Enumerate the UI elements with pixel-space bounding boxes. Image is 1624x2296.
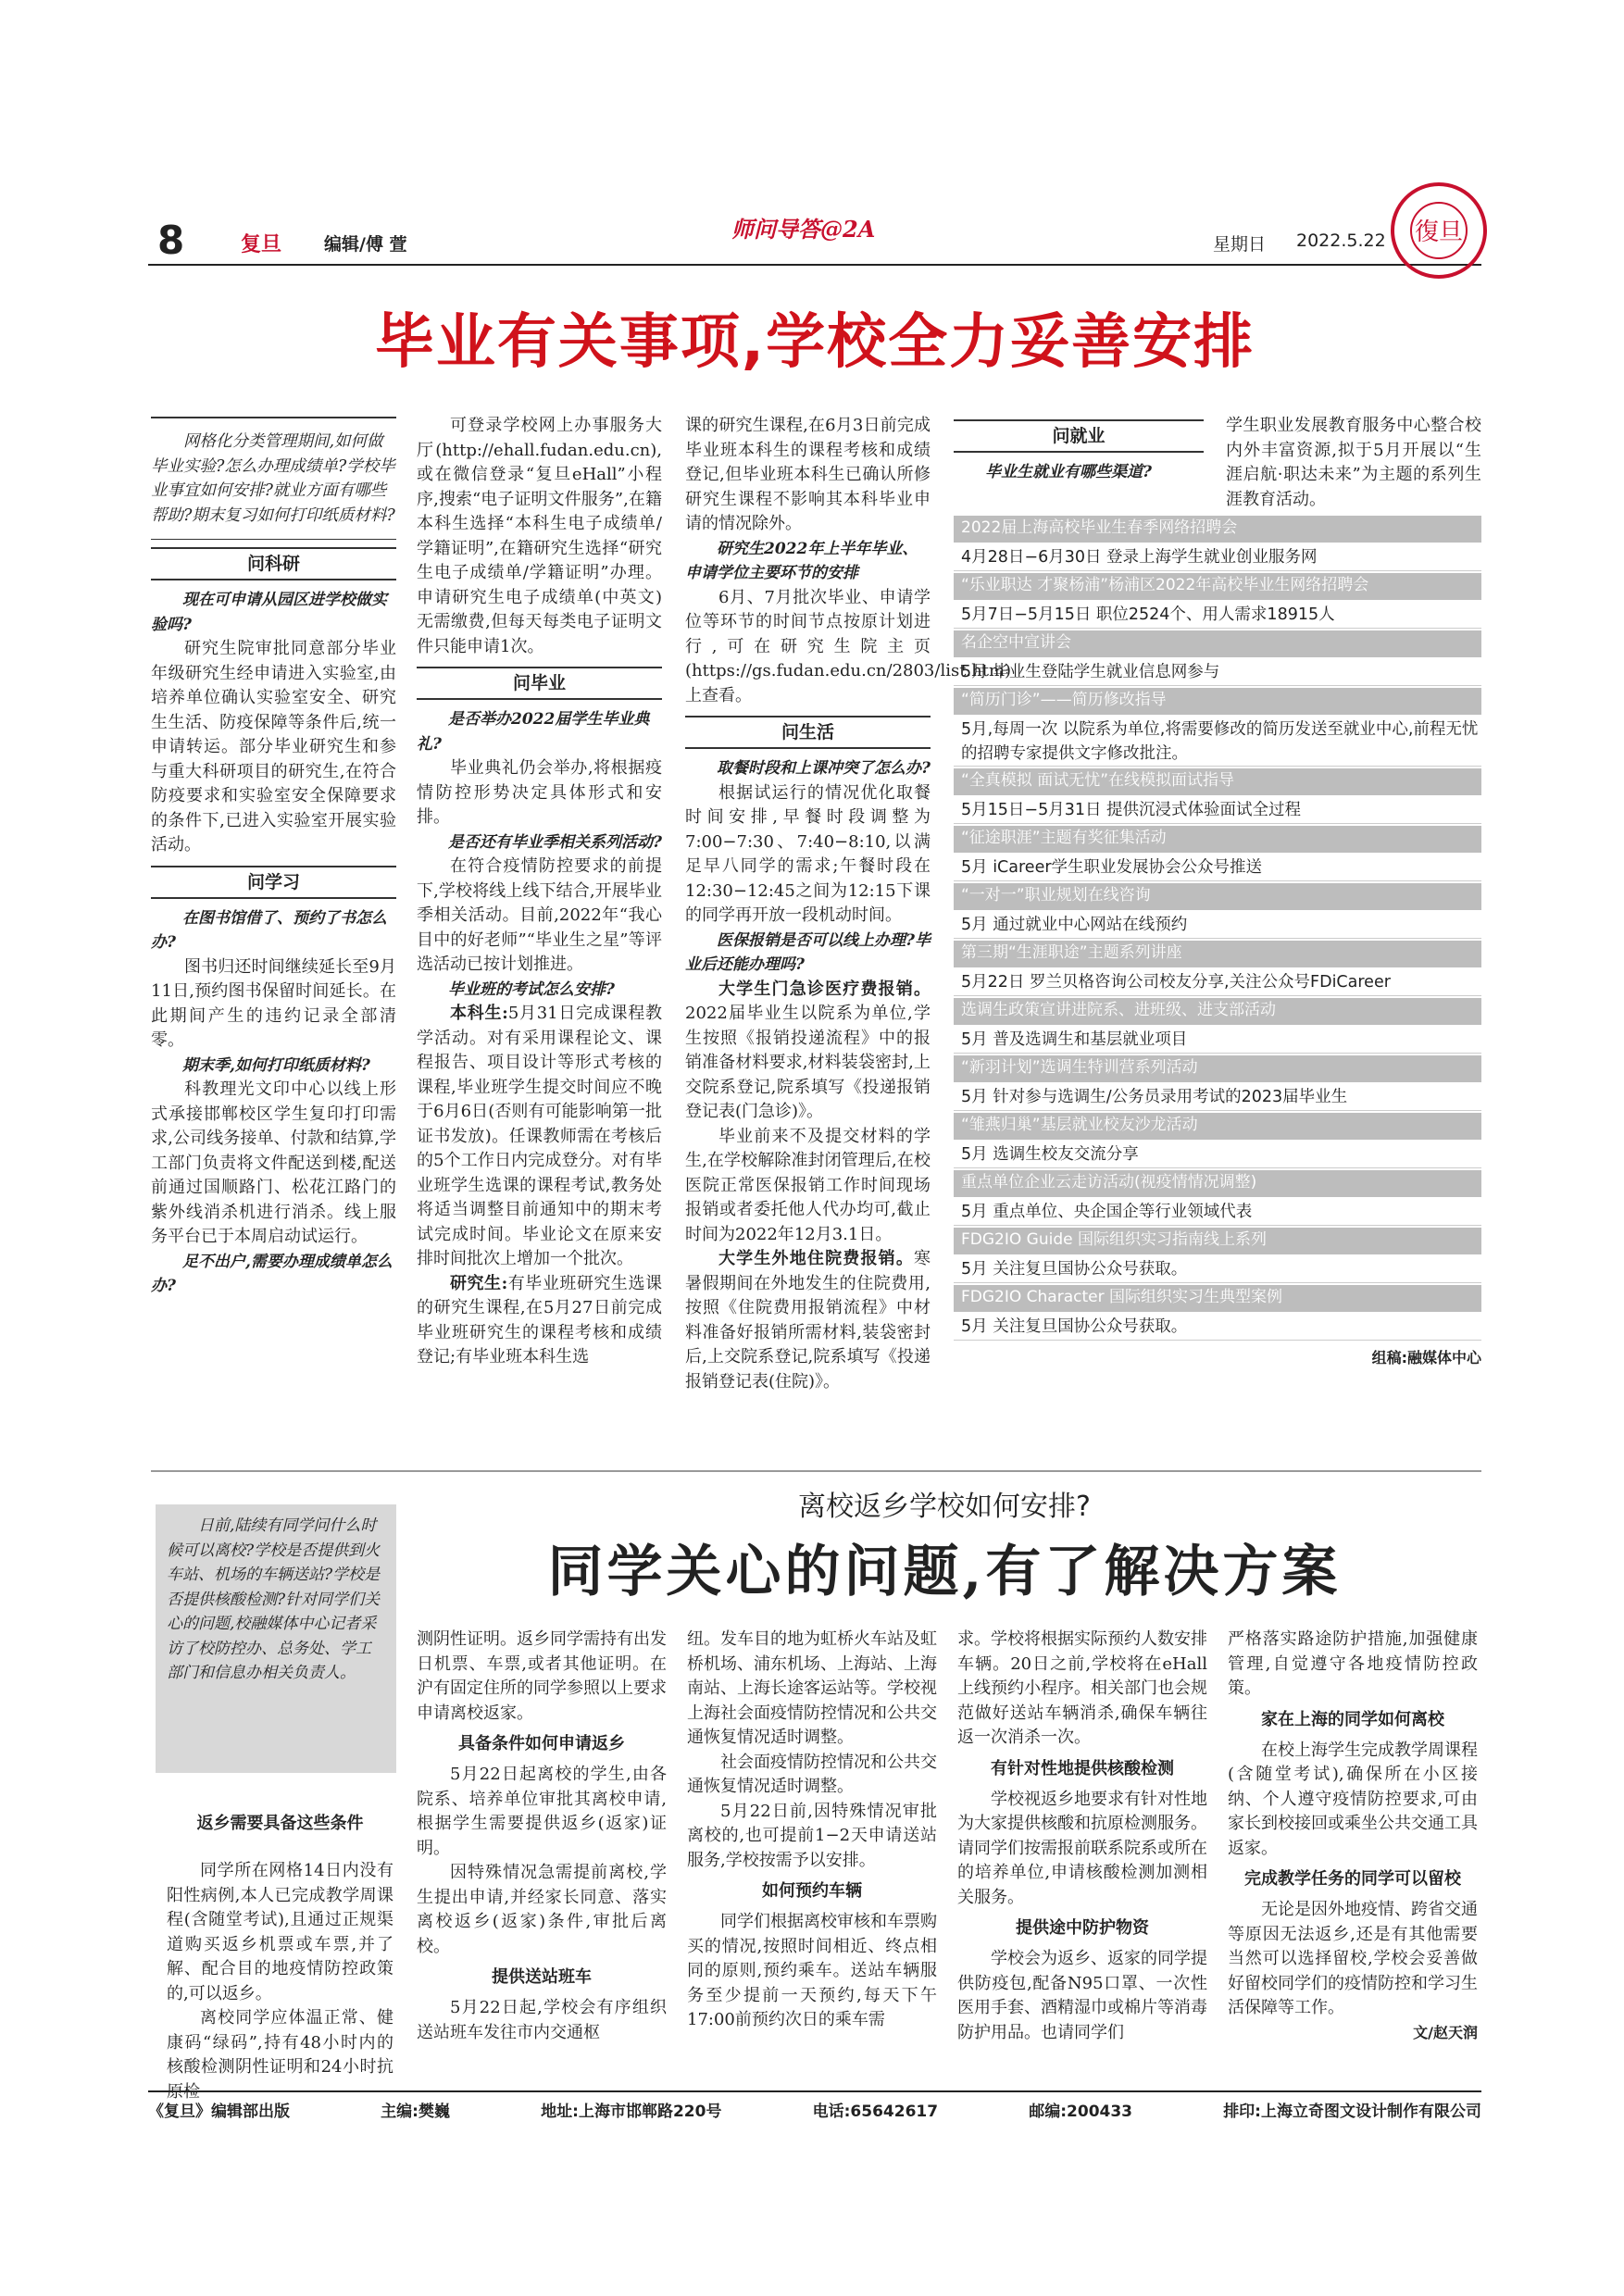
event-title: “征途职涯”主题有奖征集活动	[954, 826, 1481, 853]
section-banner: 师问导答@2A	[731, 216, 876, 243]
event-detail: 5月 普及选调生和基层就业项目	[954, 1025, 1481, 1054]
answer: 在符合疫情防控要求的前提下,学校将线上线下结合,开展毕业季相关活动。目前,2022年“我心目中的好老师”“毕业生之星”等评选活动已按计划推进。	[417, 856, 662, 974]
svg-text:復旦: 復旦	[1414, 218, 1464, 246]
question: 现在可申请从园区进学校做实验吗?	[151, 591, 387, 634]
event-title: 名企空中宣讲会	[954, 630, 1481, 657]
section-graduation: 问毕业	[417, 667, 662, 700]
question: 期末季,如何打印纸质材料?	[182, 1055, 370, 1075]
section-study: 问学习	[151, 866, 396, 899]
event-detail: 5月 通过就业中心网站在线预约	[954, 910, 1481, 939]
answer: 毕业典礼仍会举办,将根据疫情防控形势决定具体形式和安排。	[417, 758, 662, 827]
article-divider	[151, 1470, 1481, 1472]
event-title: “简历门诊”——简历修改指导	[954, 688, 1481, 715]
question: 研究生2022年上半年毕业、申请学位主要环节的安排	[685, 539, 918, 582]
editor-credit: 编辑/傅 萱	[324, 234, 407, 255]
event-title: 2022届上海高校毕业生春季网络招聘会	[954, 516, 1481, 543]
answer: 本科生:5月31日完成课程教学活动。对有采用课程论文、课程报告、项目设计等形式考核的课程,毕业班学生提交时间应不晚于6月6日(否则有可能影响第一批证书发放)。任课教师需在考核后的5个工作日内完成登分。对有毕业班学生选课的课程考试,教务处将适当调整目前通知中的期末考试完成时间。毕业论文在原来安排时间批次上增加一个批次。	[417, 1004, 662, 1268]
article1-col3: 课的研究生课程,在6月3日前完成毕业班本科生的课程考核和成绩登记,但毕业班本科生已确认所修研究生课程不影响其本科毕业申请的情况除外。 研究生2022年上半年毕业、申请学位主要环节的安排 6月、7月批次毕业、申请学位等环节的时间节点按原计划进行,可在研究生院主页(https://gs.fudan.edu.cn/2803/list.htm)上查看。 问生活 取餐时段和上课冲突了怎么办? 根据试运行的情况优化取餐时间安排,早餐时段调整为7:00−7:30、7:40−8:10,以满足早八同学的需求;午餐时段在12:30−12:45之间为12:15下课的同学再开放一段机动时间。 医保报销是否可以线上办理?毕业后还能办理吗? 大学生门急诊医疗费报销。2022届毕业生以院系为单位,学生按照《报销投递流程》中的报销准备材料要求,材料装袋密封,上交院系登记,院系填写《投递报销登记表(门急诊)》。 毕业前来不及提交材料的学生,在学校解除准封闭管理后,在校医院正常医保报销工作时间现场报销或者委托他人代办均可,截止时间为2022年12月3.1日。 大学生外地住院费报销。寒暑假期间在外地发生的住院费用,按照《住院费用报销流程》中材料准备好报销所需材料,装袋密封后,上交院系登记,院系填写《投递报销登记表(住院)》。	[685, 414, 931, 1394]
footer-address: 地址:上海市邯郸路220号	[541, 2103, 722, 2121]
section-life: 问生活	[685, 716, 931, 749]
answer: 科教理光文印中心以线上形式承接邯郸校区学生复印打印需求,公司线务接单、付款和结算,学工部门负责将文件配送到楼,配送前通过国顺路门、松花江路门的紫外线消杀机进行消杀。线上服务平台已于本周启动试运行。	[151, 1079, 396, 1246]
article2-col5: 严格落实路途防护措施,加强健康管理,自觉遵守各地疫情防控政策。 家在上海的同学如何离校 在校上海学生完成教学周课程(含随堂考试),确保所在小区接纳、个人遵守疫情防控要求,可由家长到校接回或乘坐公共交通工具返家。 完成教学任务的同学可以留校 无论是因外地疫情、跨省交通等原因无法返乡,还是有其他需要当然可以选择留校,学校会妥善做好留校同学们的疫情防控和学习生活保障等工作。 文/赵天润	[1228, 1629, 1478, 2041]
question: 在图书馆借了、预约了书怎么办?	[151, 908, 387, 952]
question: 取餐时段和上课冲突了怎么办?	[717, 759, 931, 778]
event-detail: 5月 关注复旦国协公众号获取。	[954, 1254, 1481, 1283]
article2-intro: 日前,陆续有同学问什么时候可以离校?学校是否提供到火车站、机场的车辆送站?学校是否提供核酸检测?针对同学们关心的问题,校融媒体中心记者采访了校防控办、总务处、学工部门和信息办相关负责人。	[156, 1504, 396, 1773]
header-rule	[148, 264, 1481, 266]
article1-col2: 可登录学校网上办事服务大厅(http://ehall.fudan.edu.cn),或在微信登录“复旦eHall”小程序,搜索“电子证明文件服务”,在籍本科生选择“本科生电子成绩单/学籍证明”,在籍研究生选择“研究生电子成绩单/学籍证明”办理。申请研究生电子成绩单(中英文)无需缴费,但每天每类电子证明文件只能申请1次。 问毕业 是否举办2022届学生毕业典礼? 毕业典礼仍会举办,将根据疫情防控形势决定具体形式和安排。 是否还有毕业季相关系列活动? 在符合疫情防控要求的前提下,学校将线上线下结合,开展毕业季相关活动。目前,2022年“我心目中的好老师”“毕业生之星”等评选活动已按计划推进。 毕业班的考试怎么安排? 本科生:5月31日完成课程教学活动。对有采用课程论文、课程报告、项目设计等形式考核的课程,毕业班学生提交时间应不晚于6月6日(否则有可能影响第一批证书发放)。任课教师需在考核后的5个工作日内完成登分。对有毕业班学生选课的课程考试,教务处将适当调整目前通知中的期末考试完成时间。毕业论文在原来安排时间批次上增加一个批次。 研究生:有毕业班研究生选课的研究生课程,在5月27日前完成毕业班研究生的课程考核和成绩登记;有毕业班本科生选	[417, 414, 662, 1370]
event-title: FDG2IO Guide 国际组织实习指南线上系列	[954, 1228, 1481, 1254]
university-seal	[1389, 181, 1489, 281]
jobs-section	[954, 414, 1481, 1367]
footer-postcode: 邮编:200433	[1029, 2103, 1133, 2121]
answer: 研究生:有毕业班研究生选课的研究生课程,在5月27日前完成毕业班研究生的课程考核和成绩登记;有毕业班本科生选	[417, 1273, 662, 1366]
article1-headline: 毕业有关事项,学校全力妥善安排	[374, 308, 1255, 377]
event-detail: 5月 重点单位、央企国企等行业领域代表	[954, 1197, 1481, 1226]
question: 医保报销是否可以线上办理?毕业后还能办理吗?	[685, 930, 931, 974]
answer: 研究生院审批同意部分毕业年级研究生经申请进入实验室,由培养单位确认实验室安全、研究生生活、防疫保障等条件后,统一申请转运。部分毕业研究生和参与重大科研项目的研究生,在符合防疫要求和实验室安全保障要求的条件下,已进入实验室开展实验活动。	[151, 639, 396, 855]
question: 足不出户,需要办理成绩单怎么办?	[151, 1252, 393, 1295]
weekday: 星期日	[1213, 234, 1267, 255]
question: 是否还有毕业季相关系列活动?	[448, 832, 662, 852]
event-detail: 5月15日−5月31日 提供沉浸式体验面试全过程	[954, 795, 1481, 824]
question: 是否举办2022届学生毕业典礼?	[417, 710, 650, 754]
event-detail: 5月 选调生校友交流分享	[954, 1140, 1481, 1168]
event-title: “全真模拟 面试无忧”在线模拟面试指导	[954, 768, 1481, 795]
answer: 根据试运行的情况优化取餐时间安排,早餐时段调整为7:00−7:30、7:40−8:10,以满足早八同学的需求;午餐时段在12:30−12:45之间为12:15下课的同学再开放一段机动时间。	[685, 782, 931, 925]
event-title: 选调生政策宣讲进院系、进班级、进支部活动	[954, 998, 1481, 1025]
article2-headline: 同学关心的问题,有了解决方案	[547, 1540, 1342, 1604]
answer: 大学生门急诊医疗费报销。2022届毕业生以院系为单位,学生按照《报销投递流程》中的报销准备材料要求,材料装袋密封,上交院系登记,院系填写《投递报销登记表(门急诊)》。	[685, 979, 931, 1121]
article1-intro: 网格化分类管理期间,如何做毕业实验?怎么办理成绩单?学校毕业事宜如何安排?就业方面有哪些帮助?期末复习如何打印纸质材料?	[151, 417, 396, 540]
page-number: 8	[157, 218, 185, 263]
masthead: 复旦	[241, 232, 282, 256]
section-jobs: 问就业	[954, 419, 1204, 453]
answer: 6月、7月批次毕业、申请学位等环节的时间节点按原计划进行,可在研究生院主页(https://gs.fudan.edu.cn/2803/list.htm)上查看。	[685, 587, 1012, 705]
event-detail: 5月 关注复旦国协公众号获取。	[954, 1312, 1481, 1341]
event-detail: 4月28日−6月30日 登录上海学生就业创业服务网	[954, 543, 1481, 571]
article2-col2: 测阴性证明。返乡同学需持有出发日机票、车票,或者其他证明。在沪有固定住所的同学参照以上要求申请离校返家。 具备条件如何申请返乡 5月22日起离校的学生,由各院系、培养单位审批其离校申请,根据学生需要提供返乡(返家)证明。 因特殊情况急需提前离校,学生提出申请,并经家长同意、落实离校返乡(返家)条件,审批后离校。 提供送站班车 5月22日起,学校会有序组织送站班车发往市内交通枢	[417, 1629, 667, 2042]
footer-chief: 主编:樊巍	[381, 2103, 450, 2121]
article2-col4: 求。学校将根据实际预约人数安排车辆。20日之前,学校将在eHall上线预约小程序。相关部门也会规范做好送站车辆消杀,确保车辆往返一次消杀一次。 有针对性地提供核酸检测 学校视返乡地要求有针对性地为大家提供核酸和抗原检测服务。请同学们按需报前联系院系或所在的培养单位,申请核酸检测加测相关服务。 提供途中防护物资 学校会为返乡、返家的同学提供防疫包,配备N95口罩、一次性医用手套、酒精湿巾或棉片等消毒防护用品。也请同学们	[957, 1629, 1207, 2042]
event-detail: 5月 针对参与选调生/公务员录用考试的2023届毕业生	[954, 1082, 1481, 1111]
issue-date: 2022.5.22	[1296, 231, 1386, 251]
event-title: “乐业职达 才聚杨浦”杨浦区2022年高校毕业生网络招聘会	[954, 573, 1481, 600]
byline: 文/赵天润	[1413, 2023, 1478, 2041]
event-title: “新羽计划”选调生特训营系列活动	[954, 1055, 1481, 1082]
answer: 毕业前来不及提交材料的学生,在学校解除准封闭管理后,在校医院正常医保报销工作时间现场报销或者委托他人代办均可,截止时间为2022年12月3.1日。	[685, 1126, 931, 1244]
footer-typeset: 排印:上海立奇图文设计制作有限公司	[1223, 2103, 1481, 2121]
event-detail: 5月 iCareer学生职业发展协会公众号推送	[954, 853, 1481, 881]
footer	[148, 2098, 1481, 2121]
event-title: “雏燕归巢”基层就业校友沙龙活动	[954, 1113, 1481, 1140]
event-title: FDG2IO Character 国际组织实习生典型案例	[954, 1285, 1481, 1312]
article2-col3: 纽。发车目的地为虹桥火车站及虹桥机场、浦东机场、上海站、上海南站、上海长途客运站等。学校视上海社会面疫情防控情况和公共交通恢复情况适时调整。 社会面疫情防控情况和公共交通恢复情况适时调整。 5月22日前,因特殊情况审批离校的,也可提前1−2天申请送站服务,学校按需予以安排。 如何预约车辆 同学们根据离校审核和车票购买的情况,按照时间相近、终点相同的原则,预约乘车。送站车辆服务至少提前一天预约,每天下午17:00前预约次日的乘车需	[687, 1629, 937, 2029]
answer: 大学生外地住院费报销。寒暑假期间在外地发生的住院费用,按照《住院费用报销流程》中材料准备好报销所需材料,装袋密封后,上交院系登记,院系填写《投递报销登记表(住院)》。	[685, 1249, 931, 1391]
section-research: 问科研	[151, 547, 396, 580]
event-title: 重点单位企业云走访活动(视疫情情况调整)	[954, 1170, 1481, 1197]
event-detail: 5月 毕业生登陆学生就业信息网参与	[954, 657, 1481, 686]
question: 毕业班的考试怎么安排?	[448, 980, 615, 999]
footer-publisher: 《复旦》编辑部出版	[148, 2103, 290, 2121]
article2-col1: 返乡需要具备这些条件 同学所在网格14日内没有阳性病例,本人已完成教学周课程(含随堂考试),且通过正规渠道购买返乡机票或车票,并了解、配合目的地疫情防控政策的,可以返乡。 离校同学应体温正常、健康码“绿码”,持有48小时内的核酸检测阴性证明和24小时抗原检	[167, 1814, 394, 2102]
answer: 学生职业发展教育服务中心整合校内外丰富资源,拟于5月开展以“生涯启航·职达未来”为主题的系列生涯教育活动。	[1226, 416, 1481, 509]
answer: 图书归还时间继续延长至9月11日,预约图书保留时间延长。在此期间产生的违约记录全部清零。	[151, 956, 396, 1050]
event-detail: 5月,每周一次 以院系为单位,将需要修改的简历发送至就业中心,前程无忧的招聘专家提供文字修改批注。	[954, 715, 1481, 767]
credit: 组稿:融媒体中心	[1371, 1349, 1481, 1366]
event-detail: 5月7日−5月15日 职位2524个、用人需求18915人	[954, 600, 1481, 629]
event-detail: 5月22日 罗兰贝格咨询公司校友分享,关注公众号FDiCareer	[954, 967, 1481, 996]
article1-col1	[151, 417, 396, 1299]
article2-kicker: 离校返乡学校如何安排?	[798, 1491, 1091, 1523]
question: 毕业生就业有哪些渠道?	[985, 463, 1152, 481]
event-title: “一对一”职业规划在线咨询	[954, 883, 1481, 910]
footer-phone: 电话:65642617	[812, 2103, 939, 2121]
event-title: 第三期“生涯职途”主题系列讲座	[954, 941, 1481, 967]
footer-rule	[148, 2090, 1481, 2092]
jobs-events-list	[954, 516, 1481, 1341]
